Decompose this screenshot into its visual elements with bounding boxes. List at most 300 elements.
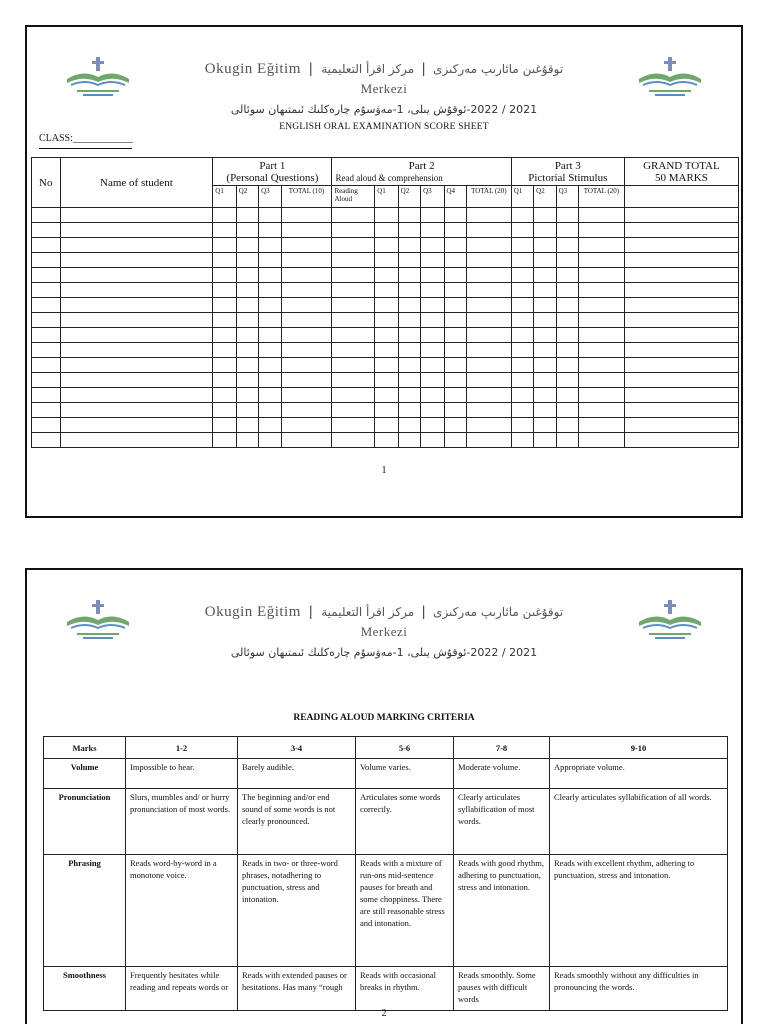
score-cell [281,283,332,298]
score-cell [281,418,332,433]
score-cell [444,208,466,223]
col-part2 [332,158,511,186]
score-cell [236,298,258,313]
table-row [32,328,739,343]
score-cell [398,298,420,313]
score-cell [398,418,420,433]
score-cell [32,373,61,388]
p1-q3: Q3 [259,186,281,208]
score-cell [421,373,444,388]
part3-title: Part 3 [554,159,581,172]
score-cell [375,223,398,238]
score-cell [534,208,556,223]
score-cell [281,328,332,343]
score-cell [624,238,738,253]
score-cell [444,238,466,253]
score-cell [421,253,444,268]
score-cell [444,418,466,433]
criteria-cell: Slurs, mumbles and/ or hurry pronunciation of most words. [126,789,238,855]
criteria-row-smoothness [44,967,728,1011]
score-cell [281,253,332,268]
score-cell [421,328,444,343]
letterhead [27,570,741,680]
score-cell [511,373,533,388]
score-cell [466,313,511,328]
score-cell [332,388,375,403]
score-cell [511,418,533,433]
score-cell [556,283,578,298]
col-part1 [213,158,332,186]
criteria-label: Pronunciation [44,789,126,855]
score-cell [375,373,398,388]
score-cell [398,268,420,283]
score-cell [332,208,375,223]
criteria-title: READING ALOUD MARKING CRITERIA [293,713,475,723]
table-row [32,373,739,388]
p3-q3: Q3 [556,186,578,208]
score-cell [398,238,420,253]
score-cell [421,268,444,283]
score-cell [213,298,236,313]
score-cell [624,388,738,403]
score-cell [332,373,375,388]
score-cell [578,238,624,253]
brand-sub: Merkezi [360,81,408,96]
part2-sub: Read aloud & comprehension [335,172,443,183]
score-cell [375,253,398,268]
score-cell [444,433,466,448]
score-cell [259,373,281,388]
score-cell [421,388,444,403]
score-cell [421,313,444,328]
score-cell [60,358,213,373]
score-cell [60,223,213,238]
score-cell [259,418,281,433]
score-cell [259,208,281,223]
score-cell [236,418,258,433]
score-cell [32,208,61,223]
score-cell [444,283,466,298]
brand-uyghur: توقۇغىن مائارىپ مەركىزى [433,62,564,76]
score-cell [332,328,375,343]
score-cell [578,358,624,373]
score-cell [398,283,420,298]
score-cell [624,403,738,418]
criteria-cell: Articulates some words correctly. [356,789,454,855]
score-cell [624,343,738,358]
score-cell [466,283,511,298]
score-cell [398,388,420,403]
score-cell [556,223,578,238]
score-cell [236,403,258,418]
score-cell [332,343,375,358]
score-cell [32,223,61,238]
score-cell [332,253,375,268]
score-cell [444,298,466,313]
table-row [32,403,739,418]
p3-q2: Q2 [534,186,556,208]
score-cell [466,388,511,403]
score-cell [398,358,420,373]
score-cell [32,328,61,343]
criteria-cell: Clearly articulates syllabification of most words. [454,789,550,855]
criteria-cell: Impossible to hear. [126,759,238,789]
criteria-row-volume [44,759,728,789]
score-cell [556,238,578,253]
score-cell [236,373,258,388]
score-cell [236,253,258,268]
score-cell [511,388,533,403]
brand-separator: | [421,61,426,77]
score-cell [281,223,332,238]
table-header-row [32,158,739,186]
score-cell [556,253,578,268]
score-cell [281,298,332,313]
criteria-cell: Reads with extended pauses or hesitations. Has many “rough [238,967,356,1011]
score-cell [556,403,578,418]
score-cell [375,388,398,403]
score-cell [421,433,444,448]
criteria-cell: Reads smoothly without any difficulties in pronouncing the words. [550,967,728,1011]
brand-arabic: مركز اقرأ التعليمية [321,62,415,76]
score-cell [213,418,236,433]
score-cell [281,268,332,283]
score-cell [236,313,258,328]
score-cell [375,418,398,433]
score-cell [511,283,533,298]
score-cell [534,253,556,268]
score-cell [421,403,444,418]
criteria-row-phrasing [44,855,728,967]
criteria-header-cell: 7-8 [454,737,550,759]
col-part3 [511,158,624,186]
score-cell [624,433,738,448]
score-cell [511,328,533,343]
score-cell [259,358,281,373]
score-cell [421,223,444,238]
criteria-header-row [44,737,728,759]
year-line: 2021 / 2022-ئوقۇش يىلى، 1-مەۋسۇم چارەكلىك ئىمتىھان سوئالى [230,646,538,659]
score-cell [624,298,738,313]
brand-line [147,604,621,621]
score-cell [444,358,466,373]
score-cell [578,283,624,298]
criteria-header-cell: 3-4 [238,737,356,759]
score-cell [398,253,420,268]
score-cell [444,313,466,328]
score-cell [259,298,281,313]
year-line: 2021 / 2022-ئوقۇش يىلى، 1-مەۋسۇم چارەكلىك ئىمتىھان سوئالى [230,103,538,116]
score-cell [32,283,61,298]
part1-title: Part 1 [259,159,286,172]
score-cell [534,433,556,448]
score-cell [375,208,398,223]
score-cell [511,238,533,253]
score-cell [556,343,578,358]
score-cell [444,373,466,388]
score-cell [556,418,578,433]
score-cell [624,268,738,283]
criteria-header-cell: 5-6 [356,737,454,759]
score-cell [466,343,511,358]
score-cell [556,313,578,328]
score-cell [60,283,213,298]
score-cell [213,223,236,238]
table-row [32,343,739,358]
score-cell [259,388,281,403]
grand-total-cell [624,186,738,208]
score-cell [444,253,466,268]
score-cell [32,253,61,268]
score-cell [332,433,375,448]
score-cell [60,373,213,388]
score-cell [578,268,624,283]
p1-q2: Q2 [236,186,258,208]
score-cell [213,403,236,418]
score-cell [624,418,738,433]
score-cell [281,343,332,358]
score-cell [213,283,236,298]
criteria-label: Volume [44,759,126,789]
score-cell [444,268,466,283]
brand-separator: | [309,604,313,620]
score-cell [466,328,511,343]
score-cell [398,373,420,388]
score-cell [511,298,533,313]
score-cell [444,223,466,238]
score-cell [578,433,624,448]
score-cell [466,418,511,433]
score-cell [281,373,332,388]
grand-total-marks: 50 MARKS [654,171,708,184]
score-cell [332,283,375,298]
score-cell [421,283,444,298]
p2-total: TOTAL (20) [466,186,511,208]
score-cell [281,313,332,328]
score-cell [444,403,466,418]
criteria-header-cell: 9-10 [550,737,728,759]
score-cell [398,328,420,343]
criteria-cell: Volume varies. [356,759,454,789]
p2-q2: Q2 [398,186,420,208]
score-cell [213,268,236,283]
score-cell [60,313,213,328]
score-cell [398,403,420,418]
score-cell [236,268,258,283]
score-cell [236,343,258,358]
score-cell [332,358,375,373]
score-cell [534,418,556,433]
score-cell [578,343,624,358]
criteria-cell: Clearly articulates syllabification of all words. [550,789,728,855]
table-row [32,283,739,298]
score-cell [421,358,444,373]
score-cell [578,418,624,433]
score-cell [32,238,61,253]
score-cell [281,208,332,223]
score-cell [32,298,61,313]
p2-reading-aloud: Reading Aloud [332,186,375,208]
page-number: 1 [381,465,387,476]
divider [39,148,132,149]
score-cell [466,298,511,313]
score-cell [281,388,332,403]
criteria-cell: The beginning and/or end sound of some words is not clearly pronounced. [238,789,356,855]
criteria-header-cell: 1-2 [126,737,238,759]
col-no: No [32,158,61,208]
score-cell [32,358,61,373]
score-cell [236,283,258,298]
score-cell [624,208,738,223]
score-cell [534,223,556,238]
criteria-table [43,736,728,1011]
brand-name: Okugin Eğitim [204,61,301,77]
score-cell [534,298,556,313]
criteria-cell: Barely audible. [238,759,356,789]
score-cell [398,343,420,358]
score-cell [466,253,511,268]
score-cell [375,283,398,298]
score-cell [624,358,738,373]
score-cell [332,403,375,418]
score-cell [60,433,213,448]
col-grand-total [624,158,738,186]
score-cell [60,328,213,343]
criteria-label: Phrasing [44,855,126,967]
criteria-cell: Moderate volume. [454,759,550,789]
score-cell [213,343,236,358]
score-cell [578,388,624,403]
score-cell [375,268,398,283]
score-cell [534,358,556,373]
criteria-header-cell: Marks [44,737,126,759]
score-cell [281,433,332,448]
score-cell [332,223,375,238]
score-cell [421,343,444,358]
score-cell [60,403,213,418]
p2-q3: Q3 [421,186,444,208]
score-cell [556,433,578,448]
score-cell [624,328,738,343]
score-cell [578,373,624,388]
score-cell [375,343,398,358]
score-cell [466,223,511,238]
score-cell [375,403,398,418]
score-cell [375,433,398,448]
criteria-cell: Reads smoothly. Some pauses with difficult words [454,967,550,1011]
score-cell [511,403,533,418]
score-cell [213,388,236,403]
score-cell [259,343,281,358]
score-cell [259,238,281,253]
score-cell [60,268,213,283]
score-cell [466,373,511,388]
score-cell [332,313,375,328]
score-cell [213,358,236,373]
table-row [32,268,739,283]
score-cell [511,343,533,358]
score-cell [332,268,375,283]
score-cell [534,343,556,358]
score-cell [281,403,332,418]
sheet-title: ENGLISH ORAL EXAMINATION SCORE SHEET [279,122,489,132]
table-row [32,238,739,253]
criteria-cell: Frequently hesitates while reading and repeats words or [126,967,238,1011]
score-cell [444,328,466,343]
score-cell [281,238,332,253]
score-cell [466,433,511,448]
score-cell [578,298,624,313]
p3-total: TOTAL (20) [578,186,624,208]
criteria-cell: Reads with excellent rhythm, adhering to punctuation, stress and intonation. [550,855,728,967]
score-cell [511,358,533,373]
score-cell [534,373,556,388]
p1-total: TOTAL (10) [281,186,332,208]
p1-q1: Q1 [213,186,236,208]
school-logo-icon [635,598,705,642]
score-cell [60,388,213,403]
score-cell [398,313,420,328]
score-cell [556,268,578,283]
score-cell [398,208,420,223]
score-cell [624,253,738,268]
score-cell [213,373,236,388]
criteria-cell: Appropriate volume. [550,759,728,789]
score-cell [332,238,375,253]
table-row [32,388,739,403]
score-cell [332,418,375,433]
score-cell [511,223,533,238]
score-cell [466,208,511,223]
score-cell [556,208,578,223]
score-cell [444,388,466,403]
score-cell [375,328,398,343]
score-cell [60,343,213,358]
score-cell [236,388,258,403]
score-cell [32,268,61,283]
score-cell [259,433,281,448]
score-cell [578,208,624,223]
score-cell [556,328,578,343]
score-cell [281,358,332,373]
score-cell [375,298,398,313]
score-cell [466,238,511,253]
score-cell [534,238,556,253]
score-cell [421,208,444,223]
score-cell [213,238,236,253]
score-cell [259,313,281,328]
table-row [32,208,739,223]
criteria-cell: Reads with occasional breaks in rhythm. [356,967,454,1011]
score-cell [578,223,624,238]
score-cell [534,388,556,403]
score-cell [213,433,236,448]
score-cell [421,418,444,433]
score-cell [534,328,556,343]
criteria-cell: Reads word-by-word in a monotone voice. [126,855,238,967]
score-cell [624,373,738,388]
part2-title: Part 2 [408,159,435,172]
score-cell [398,223,420,238]
score-cell [213,208,236,223]
brand-sub: Merkezi [360,624,408,639]
score-sheet-page [25,25,743,518]
score-cell [511,268,533,283]
score-cell [398,433,420,448]
score-table [31,157,739,448]
page-number: 2 [381,1008,387,1019]
table-row [32,313,739,328]
